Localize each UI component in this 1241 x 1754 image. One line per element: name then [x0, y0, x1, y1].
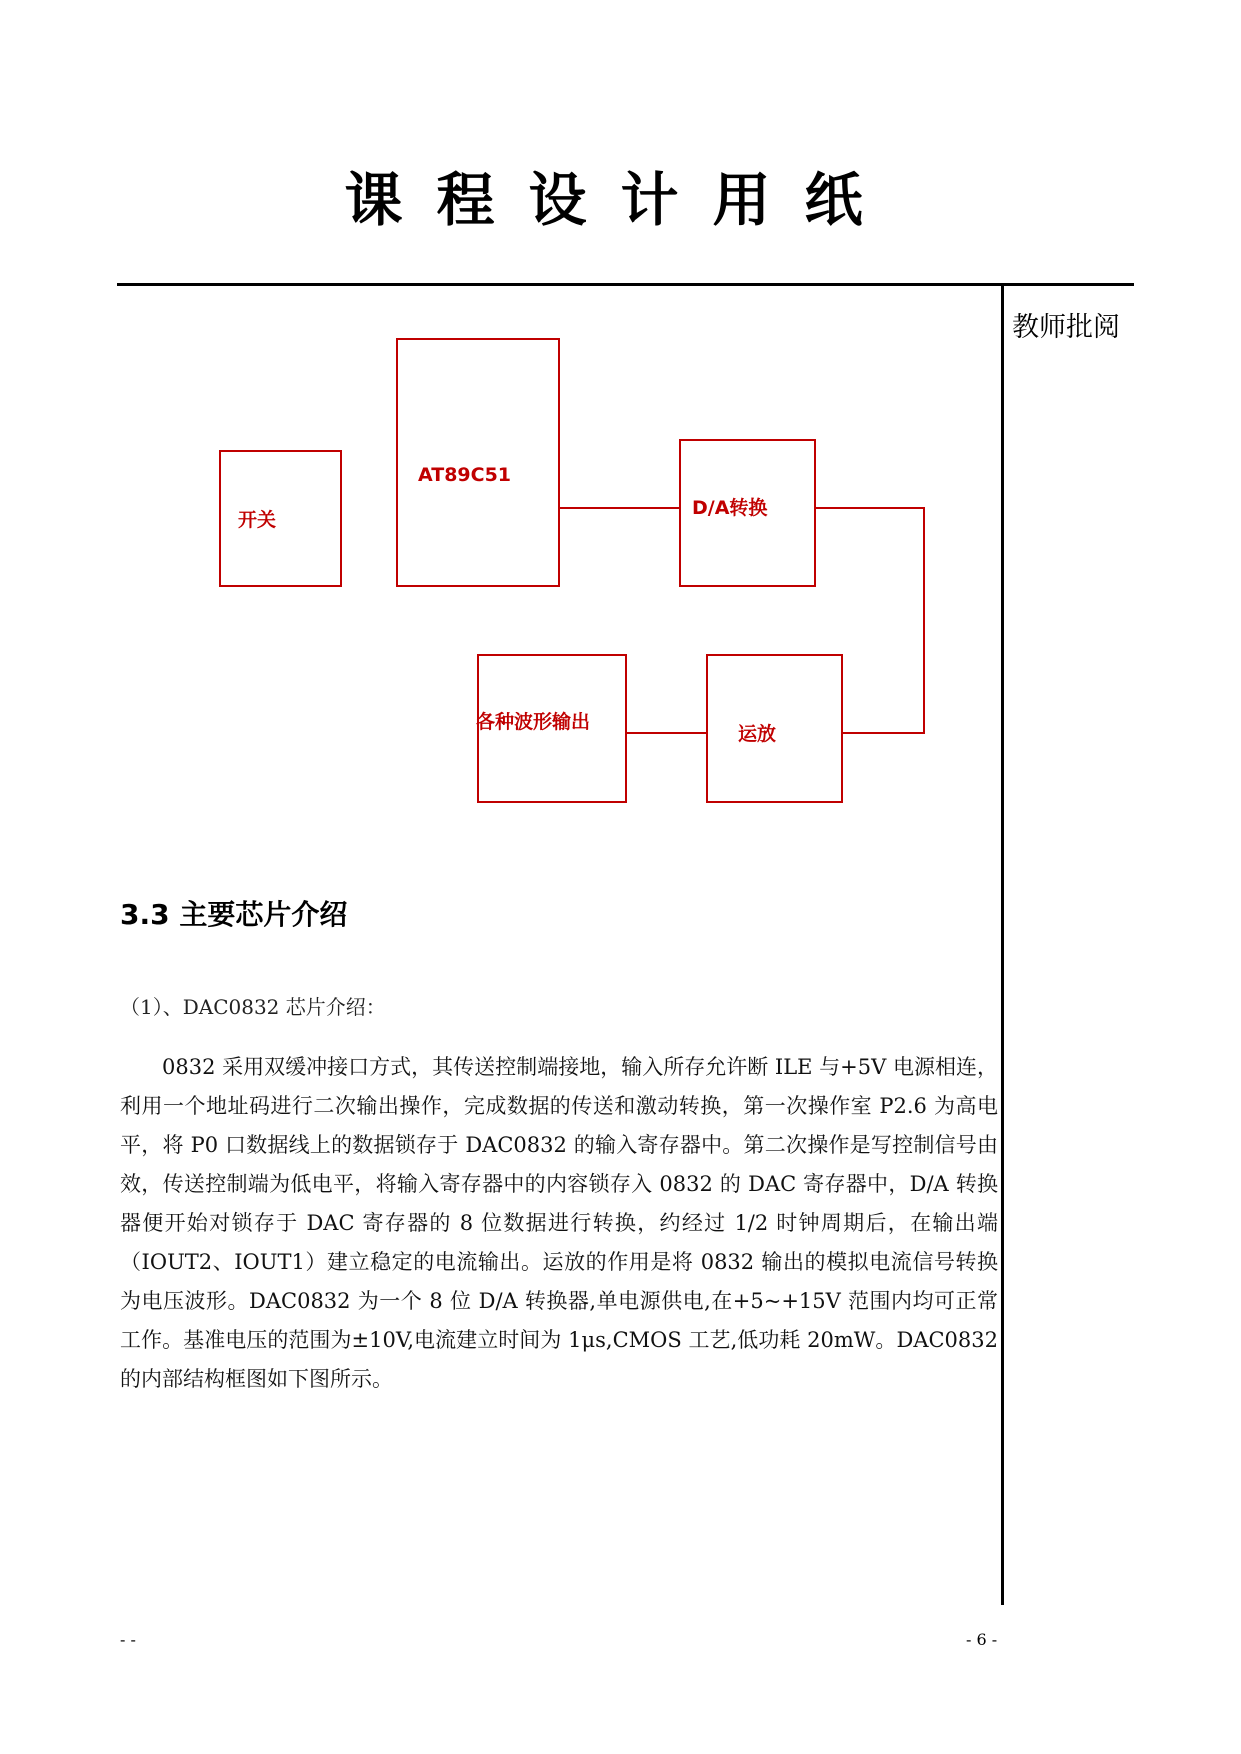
- opamp-label: 运放: [738, 723, 777, 745]
- page-number: - 6 -: [966, 1630, 998, 1649]
- mcu-label: AT89C51: [418, 464, 512, 486]
- footer-left-mark: - -: [120, 1630, 136, 1649]
- section-heading: 3.3 主要芯片介绍: [120, 898, 348, 931]
- page-title: 课程设计用纸: [344, 166, 897, 234]
- link-dac-opamp: [815, 508, 924, 733]
- mcu-block: [397, 339, 559, 586]
- body-paragraph: 0832 采用双缓冲接口方式，其传送控制端接地，输入所存允许断 ILE 与+5V 电源相连，利用一个地址码进行二次输出操作，完成数据的传送和激动转换，第一次操作室 P2.6 为高电平，将 P0 口数据线上的数据锁存于 DAC0832 的输入寄存器中。第二次操作是写控制信号由效，传送控制端为低电平，将输入寄存器中的内容锁存入 0832 的 DAC 寄存器中，D/A 转换器便开始对锁存于 DAC 寄存器的 8 位数据进行转换，约经过 1/2 时钟周期后，在输出端（IOUT2、IOUT1）建立稳定的电流输出。运放的作用是将 0832 输出的模拟电流信号转换为电压波形。DAC0832 为一个 8 位 D/A 转换器,单电源供电,在+5~+15V 范围内均可正常工作。基准电压的范围为±10V,电流建立时间为 1μs,CMOS 工艺,低功耗 20mW。DAC0832 的内部结构框图如下图所示。: [120, 1055, 998, 1391]
- section-subheading: （1）、DAC0832 芯片介绍：: [120, 995, 386, 1019]
- switch-label: 开关: [238, 509, 277, 531]
- block-diagram: [0, 0, 1241, 820]
- teacher-review-label: 教师批阅: [1012, 312, 1120, 343]
- output-label: 各种波形输出: [476, 711, 591, 733]
- dac-label: D/A转换: [692, 497, 768, 519]
